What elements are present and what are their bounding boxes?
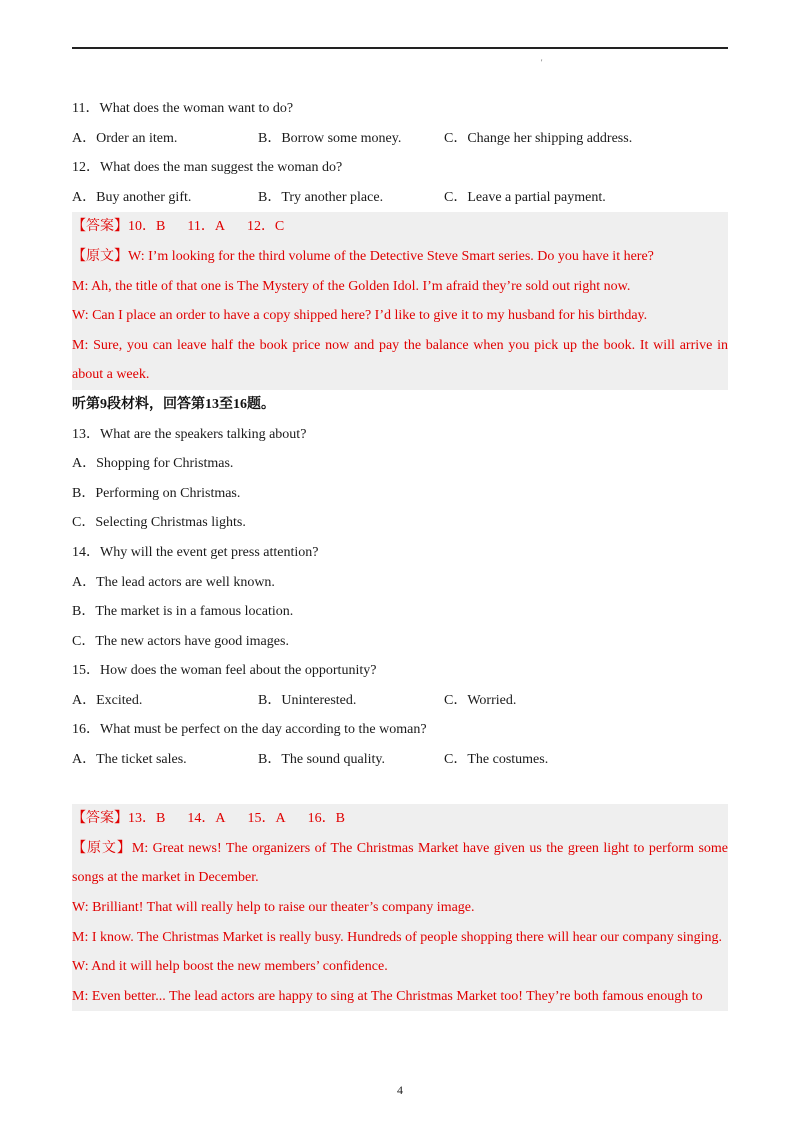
option-c: C．Change her shipping address. — [444, 130, 633, 146]
question-12-stem: 12．What does the man suggest the woman do? — [72, 160, 343, 176]
transcript-line: M: Even better... The lead actors are happy to sing at The Christmas Market too! They’re both famous enough to — [72, 988, 703, 1004]
transcript-line: W: Brilliant! That will really help to raise our theater’s company image. — [72, 900, 475, 916]
answer-label: 【答案】 — [72, 811, 128, 827]
answer-block-1 — [72, 212, 728, 390]
question-16-options — [72, 745, 728, 775]
transcript-line: W: Can I place an order to have a copy shipped here? I’d like to give it to my husband for his birthday. — [72, 308, 648, 324]
answer-11: 11．A — [187, 219, 225, 235]
option-a: A．The ticket sales. — [72, 752, 187, 768]
question-11-stem: 11．What does the woman want to do? — [72, 101, 294, 116]
answer-key-2 — [72, 804, 728, 834]
page-content — [72, 94, 728, 1011]
answer-label: 【答案】 — [72, 219, 128, 235]
transcript-text: W: I’m looking for the third volume of the Detective Steve Smart series. Do you have it here? — [128, 248, 654, 264]
question-15-options — [72, 686, 728, 716]
option-b: B．Try another place. — [258, 189, 384, 205]
question-16-stem: 16．What must be perfect on the day according to the woman? — [72, 722, 427, 738]
answer-key-1 — [72, 212, 728, 242]
section-heading: 听第9段材料，回答第13至16题。 — [72, 396, 275, 412]
question-15-stem: 15．How does the woman feel about the opportunity? — [72, 663, 377, 679]
question-13-stem: 13．What are the speakers talking about? — [72, 426, 307, 442]
option-a: A．Order an item. — [72, 130, 178, 146]
spacer — [72, 775, 728, 805]
transcript-line — [72, 834, 728, 893]
transcript-label: 【原文】 — [72, 840, 132, 856]
question-11-options — [72, 124, 728, 154]
option-a: A．Shopping for Christmas. — [72, 456, 234, 472]
answer-block-2 — [72, 804, 728, 1011]
transcript-line: M: Ah, the title of that one is The Mystery of the Golden Idol. I’m afraid they’re sold out right now. — [72, 278, 631, 294]
header-rule — [72, 47, 728, 49]
answer-15: 15．A — [247, 811, 286, 827]
option-a: A．Buy another gift. — [72, 189, 192, 205]
answer-10: 10．B — [128, 219, 166, 235]
transcript-line: M: I know. The Christmas Market is really busy. Hundreds of people shopping there will hear our company singing. — [72, 929, 722, 945]
transcript-line: W: And it will help boost the new members’ confidence. — [72, 959, 388, 975]
option-a: A．Excited. — [72, 692, 143, 708]
answer-12: 12．C — [246, 219, 285, 235]
option-c: C．Leave a partial payment. — [444, 189, 606, 205]
option-b: B．Performing on Christmas. — [72, 485, 241, 501]
option-b: B．The sound quality. — [258, 752, 386, 768]
question-14-stem: 14．Why will the event get press attention? — [72, 544, 319, 560]
page-number: 4 — [397, 1083, 403, 1097]
option-c: C．Selecting Christmas lights. — [72, 515, 246, 531]
transcript-line: M: Sure, you can leave half the book price now and pay the balance when you pick up the book. It will arrive in about a week. — [72, 337, 728, 383]
option-b: B．Uninterested. — [258, 692, 357, 708]
option-b: B．The market is in a famous location. — [72, 604, 294, 620]
transcript-text: M: Great news! The organizers of The Christmas Market have given us the green light to perform some songs at the market in December. — [72, 840, 728, 886]
transcript-label: 【原文】 — [72, 248, 128, 264]
option-b: B．Borrow some money. — [258, 130, 402, 146]
option-c: C．The new actors have good images. — [72, 633, 289, 649]
answer-13: 13．B — [128, 811, 166, 827]
option-c: C．Worried. — [444, 692, 517, 708]
option-c: C．The costumes. — [444, 752, 549, 768]
answer-16: 16．B — [307, 811, 345, 827]
question-12-options — [72, 183, 728, 213]
answer-14: 14．A — [187, 811, 226, 827]
option-a: A．The lead actors are well known. — [72, 574, 275, 590]
header-mark: ' — [541, 58, 543, 67]
transcript-line — [72, 242, 728, 272]
